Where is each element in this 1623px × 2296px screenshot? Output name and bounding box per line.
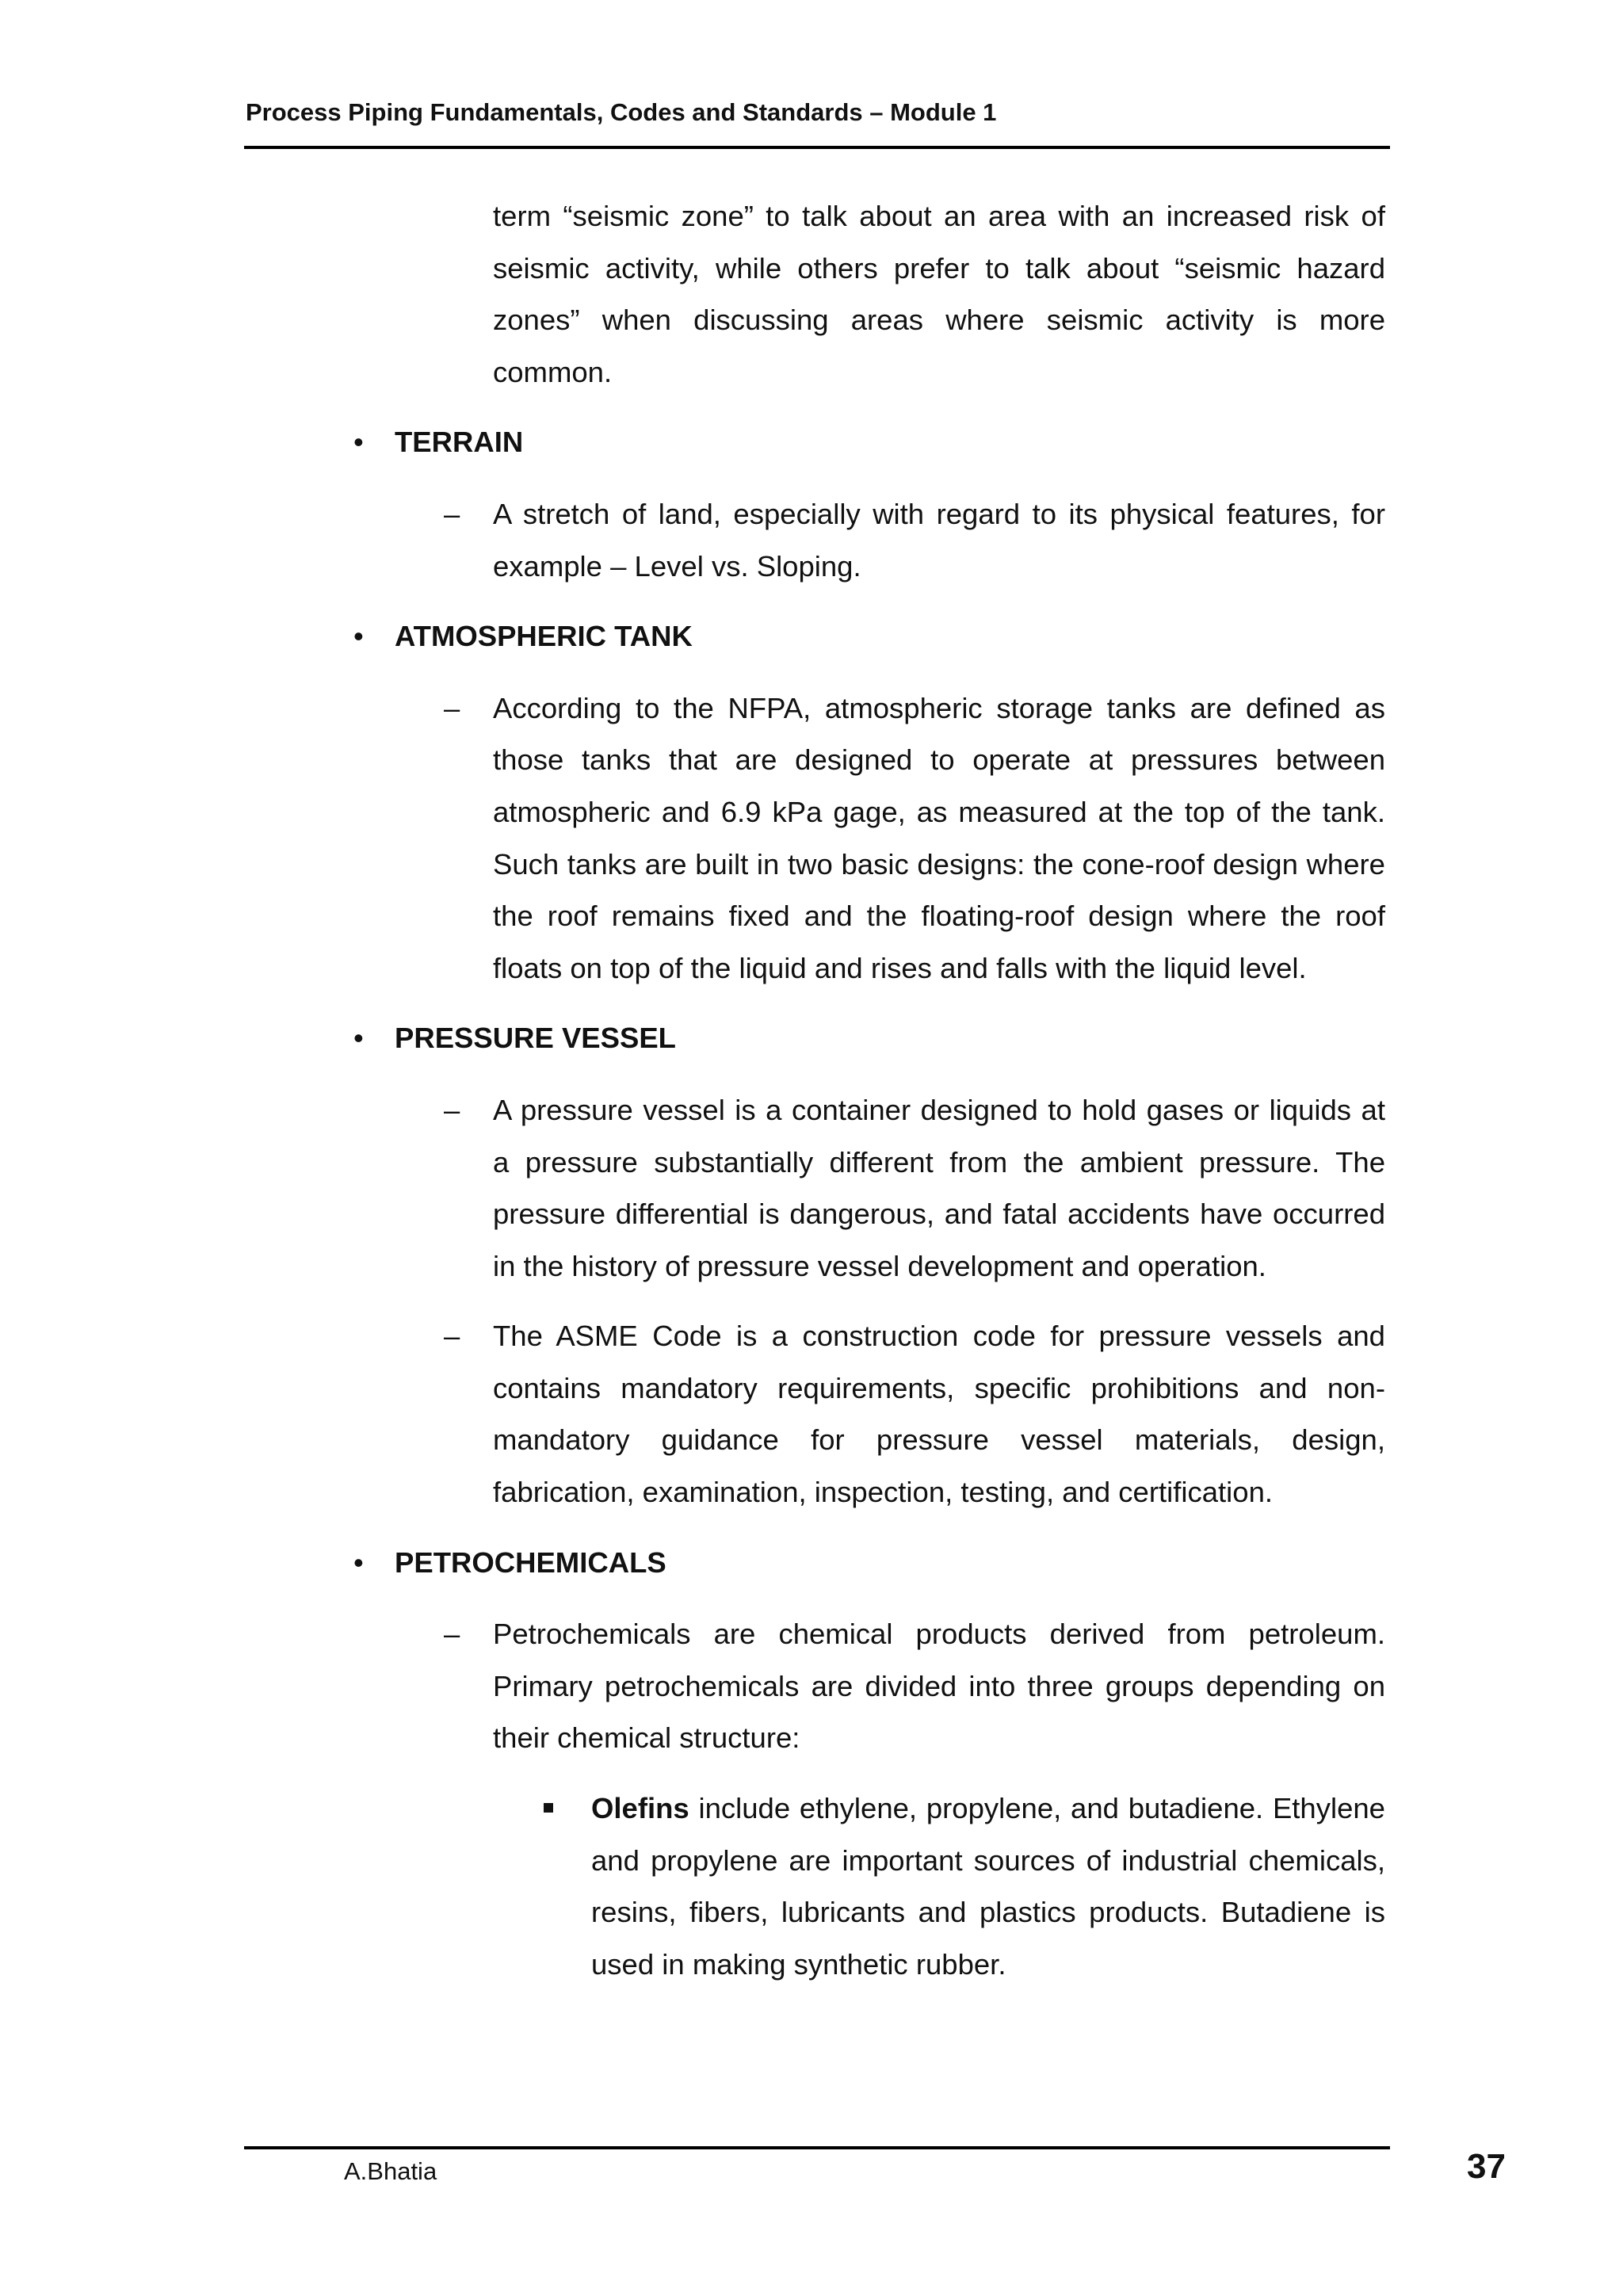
list-item-text: A pressure vessel is a container designed to hold gases or liquids at a pressure substantially different from the ambient pressure. The pressure differential is dangerous, and fatal accidents have occurred in the history of pressure vessel development and operation. — [493, 1093, 1385, 1282]
section-heading-petrochemicals — [353, 1537, 1623, 1589]
list-item — [444, 1084, 1385, 1292]
dash-icon: – — [444, 497, 460, 530]
bullet-icon: • — [353, 426, 364, 459]
page-header-title: Process Piping Fundamentals, Codes and Standards – Module 1 — [246, 98, 997, 126]
list-item-text: Petrochemicals are chemical products derived from petroleum. Primary petrochemicals are divided into three groups depending on their chemical structure: — [493, 1618, 1385, 1755]
footer-author: A.Bhatia — [344, 2157, 437, 2185]
square-bullet-icon — [544, 1803, 553, 1813]
intro-paragraph: term “seismic zone” to talk about an area with an increased risk of seismic activity, while others prefer to talk about “seismic hazard zones” when discussing areas where seismic activity is more common. — [493, 200, 1385, 388]
header-rule — [244, 146, 1390, 149]
page-number: 37 — [1467, 2147, 1506, 2186]
section-heading-label: ATMOSPHERIC TANK — [395, 620, 693, 653]
page-content — [0, 190, 1623, 1990]
dash-icon: – — [444, 691, 460, 724]
section-heading-label: PETROCHEMICALS — [395, 1545, 666, 1579]
list-item — [444, 488, 1385, 592]
dash-icon: – — [444, 1320, 460, 1353]
term-description: include ethylene, propylene, and butadiene. Ethylene and propylene are important sources of industrial chemicals, resins, fibers, lubricants and plastics products. Butadiene is used in making synthetic rubber. — [591, 1792, 1385, 1981]
bullet-icon: • — [353, 620, 364, 653]
section-heading-atmospheric-tank — [353, 610, 1623, 663]
list-item-text: A stretch of land, especially with regard to its physical features, for example – Level vs. Sloping. — [493, 497, 1385, 583]
list-item — [444, 1608, 1385, 1764]
list-item-text: The ASME Code is a construction code for pressure vessels and contains mandatory requirements, specific prohibitions and non-mandatory guidance for pressure vessel materials, design, fabrication, examination, inspection, testing, and certification. — [493, 1320, 1385, 1509]
sub-list-item — [591, 1782, 1385, 1990]
dash-icon: – — [444, 1618, 460, 1651]
list-item — [444, 1310, 1385, 1518]
bullet-icon: • — [353, 1545, 364, 1579]
sub-list-item-text — [591, 1782, 1385, 1990]
section-heading-pressure-vessel — [353, 1012, 1623, 1064]
footer-rule — [244, 2146, 1390, 2149]
term-olefins: Olefins — [591, 1792, 689, 1825]
list-item-text: According to the NFPA, atmospheric storage tanks are defined as those tanks that are designed to operate at pressures between atmospheric and 6.9 kPa gage, as measured at the top of the tank. Such tanks are built in two basic designs: the cone-roof design where the roof remains fixed and the floating-roof design where the roof floats on top of the liquid and rises and falls with the liquid level. — [493, 691, 1385, 984]
dash-icon: – — [444, 1093, 460, 1126]
bullet-icon: • — [353, 1022, 364, 1055]
list-item — [444, 682, 1385, 995]
section-heading-label: TERRAIN — [395, 426, 524, 459]
section-heading-terrain — [353, 416, 1623, 468]
section-heading-label: PRESSURE VESSEL — [395, 1022, 676, 1055]
